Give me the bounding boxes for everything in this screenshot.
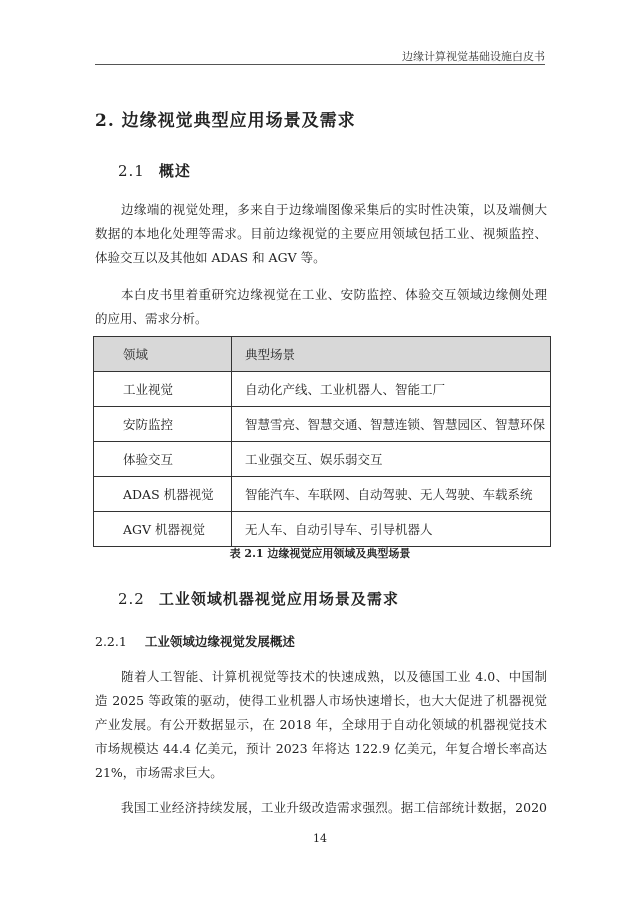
text-line: 我国工业经济持续发展，工业升级改造需求强烈。据工信部统计数据，2020 xyxy=(121,800,547,815)
text-line: 数据的本地化处理等需求。目前边缘视觉的主要应用领域包括工业、视频监控、 xyxy=(95,226,547,241)
section-2-2-1-heading xyxy=(95,632,295,650)
text-line: 的应用、需求分析。 xyxy=(95,311,208,326)
table-cell-scenarios: 自动化产线、工业机器人、智能工厂 xyxy=(232,372,551,407)
section-2-2-1-number: 2.2.1 xyxy=(95,634,127,649)
text-line: 随着人工智能、计算机视觉等技术的快速成熟，以及德国工业 4.0、中国制 xyxy=(121,669,547,684)
table-cell-domain: 体验交互 xyxy=(94,442,232,477)
text-line: 21%，市场需求巨大。 xyxy=(95,765,223,780)
page-number: 14 xyxy=(313,832,327,845)
table-row xyxy=(94,407,551,442)
text-line: 产业发展。有公开数据显示，在 2018 年，全球用于自动化领域的机器视觉技术 xyxy=(95,717,547,732)
table-cell-domain: 安防监控 xyxy=(94,407,232,442)
running-header: 边缘计算视觉基础设施白皮书 xyxy=(402,50,545,63)
text-line: 造 2025 等政策的驱动，使得工业机器人市场快速增长，也大大促进了机器视觉 xyxy=(95,693,547,708)
table-cell-scenarios: 无人车、自动引导车、引导机器人 xyxy=(232,512,551,547)
table-cell-scenarios: 智慧雪亮、智慧交通、智慧连锁、智慧园区、智慧环保 xyxy=(232,407,551,442)
section-2-heading: 2. 边缘视觉典型应用场景及需求 xyxy=(95,111,356,131)
industrial-paragraph-2 xyxy=(95,796,547,820)
section-2-1-number: 2.1 xyxy=(118,162,145,180)
table-cell-scenarios: 工业强交互、娱乐弱交互 xyxy=(232,442,551,477)
table-cell-domain: 工业视觉 xyxy=(94,372,232,407)
table-row xyxy=(94,512,551,547)
text-line: 市场规模达 44.4 亿美元，预计 2023 年将达 122.9 亿美元，年复合增长率高达 xyxy=(95,741,547,756)
table-row xyxy=(94,477,551,512)
text-line: 本白皮书里着重研究边缘视觉在工业、安防监控、体验交互领域边缘侧处理 xyxy=(121,287,547,302)
section-2-2-number: 2.2 xyxy=(118,590,145,608)
industrial-paragraph-1 xyxy=(95,665,547,785)
overview-paragraph-1 xyxy=(95,198,547,270)
section-2-2-title: 工业领域机器视觉应用场景及需求 xyxy=(158,590,399,608)
section-2-1-heading xyxy=(118,160,191,181)
application-scenarios-table xyxy=(93,336,551,547)
header-rule xyxy=(95,64,545,65)
section-2-2-heading xyxy=(118,588,399,609)
table-header-row xyxy=(94,337,551,372)
text-line: 边缘端的视觉处理，多来自于边缘端图像采集后的实时性决策，以及端侧大 xyxy=(121,202,547,217)
table-row xyxy=(94,372,551,407)
text-line: 体验交互以及其他如 ADAS 和 AGV 等。 xyxy=(95,250,326,265)
section-2-1-title: 概述 xyxy=(158,162,191,180)
table-cell-domain: AGV 机器视觉 xyxy=(94,512,232,547)
section-2-2-1-title: 工业领域边缘视觉发展概述 xyxy=(144,634,295,649)
table-row xyxy=(94,442,551,477)
table-header-cell: 领域 xyxy=(94,337,232,372)
table-cell-domain: ADAS 机器视觉 xyxy=(94,477,232,512)
overview-paragraph-2 xyxy=(95,283,547,331)
table-header-cell: 典型场景 xyxy=(232,337,551,372)
table-cell-scenarios: 智能汽车、车联网、自动驾驶、无人驾驶、车载系统 xyxy=(232,477,551,512)
table-caption: 表 2.1 边缘视觉应用领域及典型场景 xyxy=(229,547,411,560)
